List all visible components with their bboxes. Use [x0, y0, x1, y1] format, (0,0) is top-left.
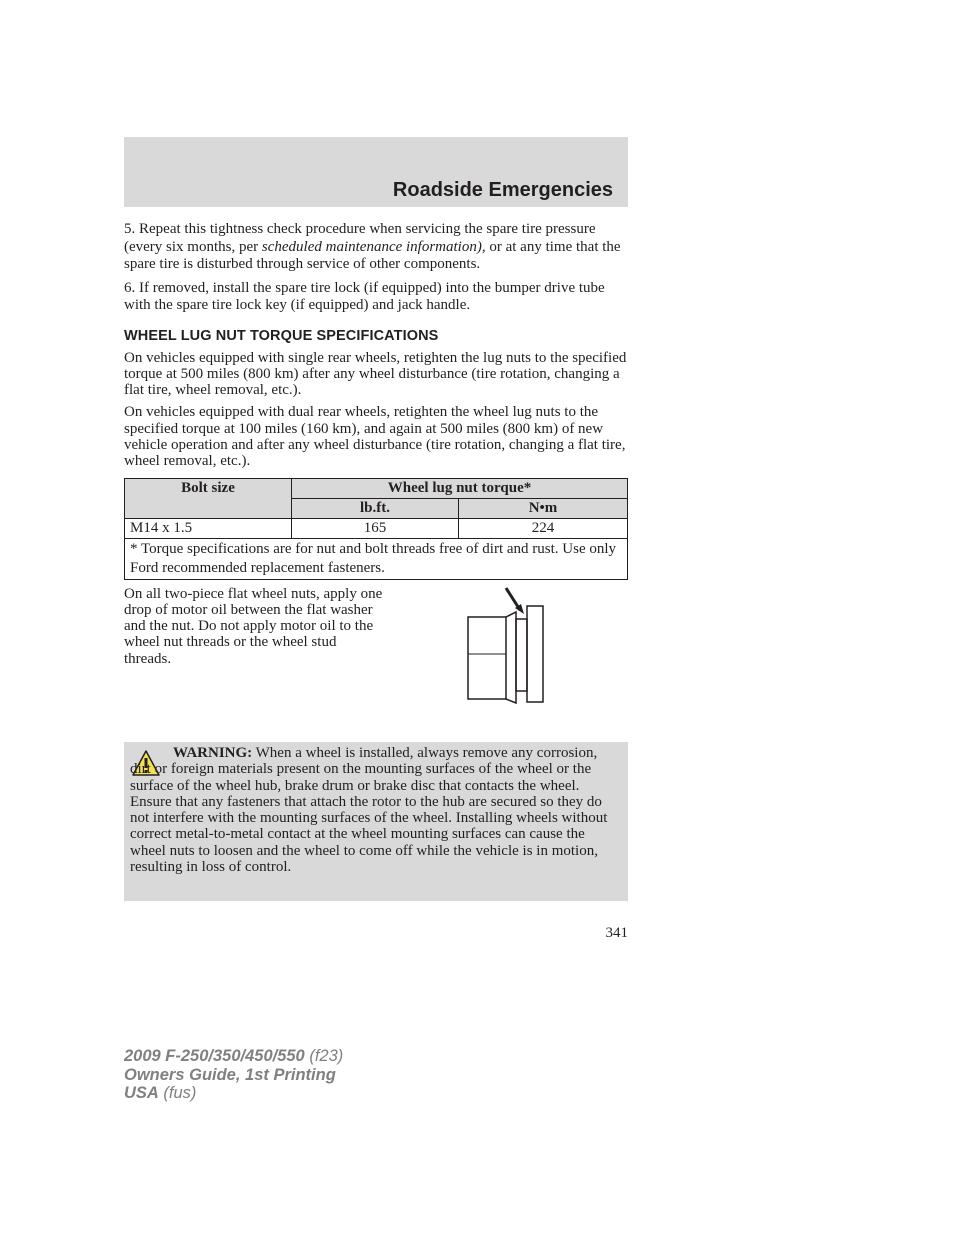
paragraph-dual-rear: On vehicles equipped with dual rear wheels, retighten the wheel lug nuts to the specified torque at 100 miles (160 km), and again at 500 miles (800 km) of new vehicle operation and after any wheel disturbance (tire rotation, changing a flat tire, wheel removal, etc.).: [124, 404, 626, 470]
step-5-text-end: or at any time that the spare tire is disturbed through service of other components.: [124, 238, 621, 272]
header-lbft: lb.ft.: [292, 498, 459, 518]
footer: [124, 1047, 343, 1103]
footer-model: 2009 F-250/350/450/550: [124, 1047, 305, 1065]
header-torque: Wheel lug nut torque*: [292, 478, 628, 498]
lug-nut-illustration: [454, 586, 554, 706]
nut-section: [124, 586, 628, 716]
header-bolt-size: Bolt size: [125, 478, 292, 518]
paragraph-step-6: 6. If removed, install the spare tire lock (if equipped) into the bumper drive tube with the spare tire lock key (if equipped) and jack handle.: [124, 279, 605, 313]
cell-nm: 224: [459, 518, 628, 538]
maintenance-reference: scheduled maintenance information),: [261, 238, 486, 255]
nut-instruction: On all two-piece flat wheel nuts, apply one drop of motor oil between the flat washer and the nut. Do not apply motor oil to the wheel nut threads or the wheel stud threads.: [124, 585, 383, 667]
warning-box: [124, 742, 628, 901]
header-nm: N•m: [459, 498, 628, 518]
cell-bolt: M14 x 1.5: [125, 518, 292, 538]
warning-body: When a wheel is installed, always remove any corrosion, dirt or foreign materials present on the mounting surfaces of the wheel or the surface of the wheel hub, brake drum or brake disc that contacts the wheel. Ensure that any fasteners that attach the rotor to the hub are secured so they do not interfere with the mounting surfaces of the wheel. Installing wheels without correct metal-to-metal contact at the wheel mounting surfaces can cause the wheel nuts to loosen and the wheel to come off while the vehicle is in motion, resulting in loss of control.: [130, 745, 608, 876]
header-band: [124, 137, 628, 207]
footer-market: USA: [124, 1084, 159, 1102]
footer-market-code: (fus): [158, 1084, 197, 1102]
cell-lbft: 165: [292, 518, 459, 538]
section-heading: WHEEL LUG NUT TORQUE SPECIFICATIONS: [124, 327, 439, 344]
torque-table: [124, 478, 628, 580]
page-number: 341: [605, 925, 628, 941]
step-5-text: 5. Repeat this tightness check procedure when servicing the spare tire pressure (every six months, per: [124, 221, 596, 255]
page-title: Roadside Emergencies: [392, 179, 613, 201]
paragraph-single-rear: On vehicles equipped with single rear wheels, retighten the lug nuts to the specified torque at 500 miles (800 km) after any wheel disturbance (tire rotation, changing a flat tire, wheel removal, etc.).: [124, 349, 627, 399]
warning-text: [130, 745, 618, 875]
warning-label: WARNING:: [173, 745, 253, 761]
main-content: [124, 221, 628, 716]
footer-printing: Owners Guide, 1st Printing: [124, 1065, 336, 1084]
footer-model-code: (f23): [304, 1047, 344, 1065]
table-footnote: * Torque specifications are for nut and bolt threads free of dirt and rust. Use only Ford recommended replacement fasteners.: [125, 538, 628, 579]
table-row: [125, 518, 628, 538]
paragraph-step-5: [124, 221, 628, 274]
